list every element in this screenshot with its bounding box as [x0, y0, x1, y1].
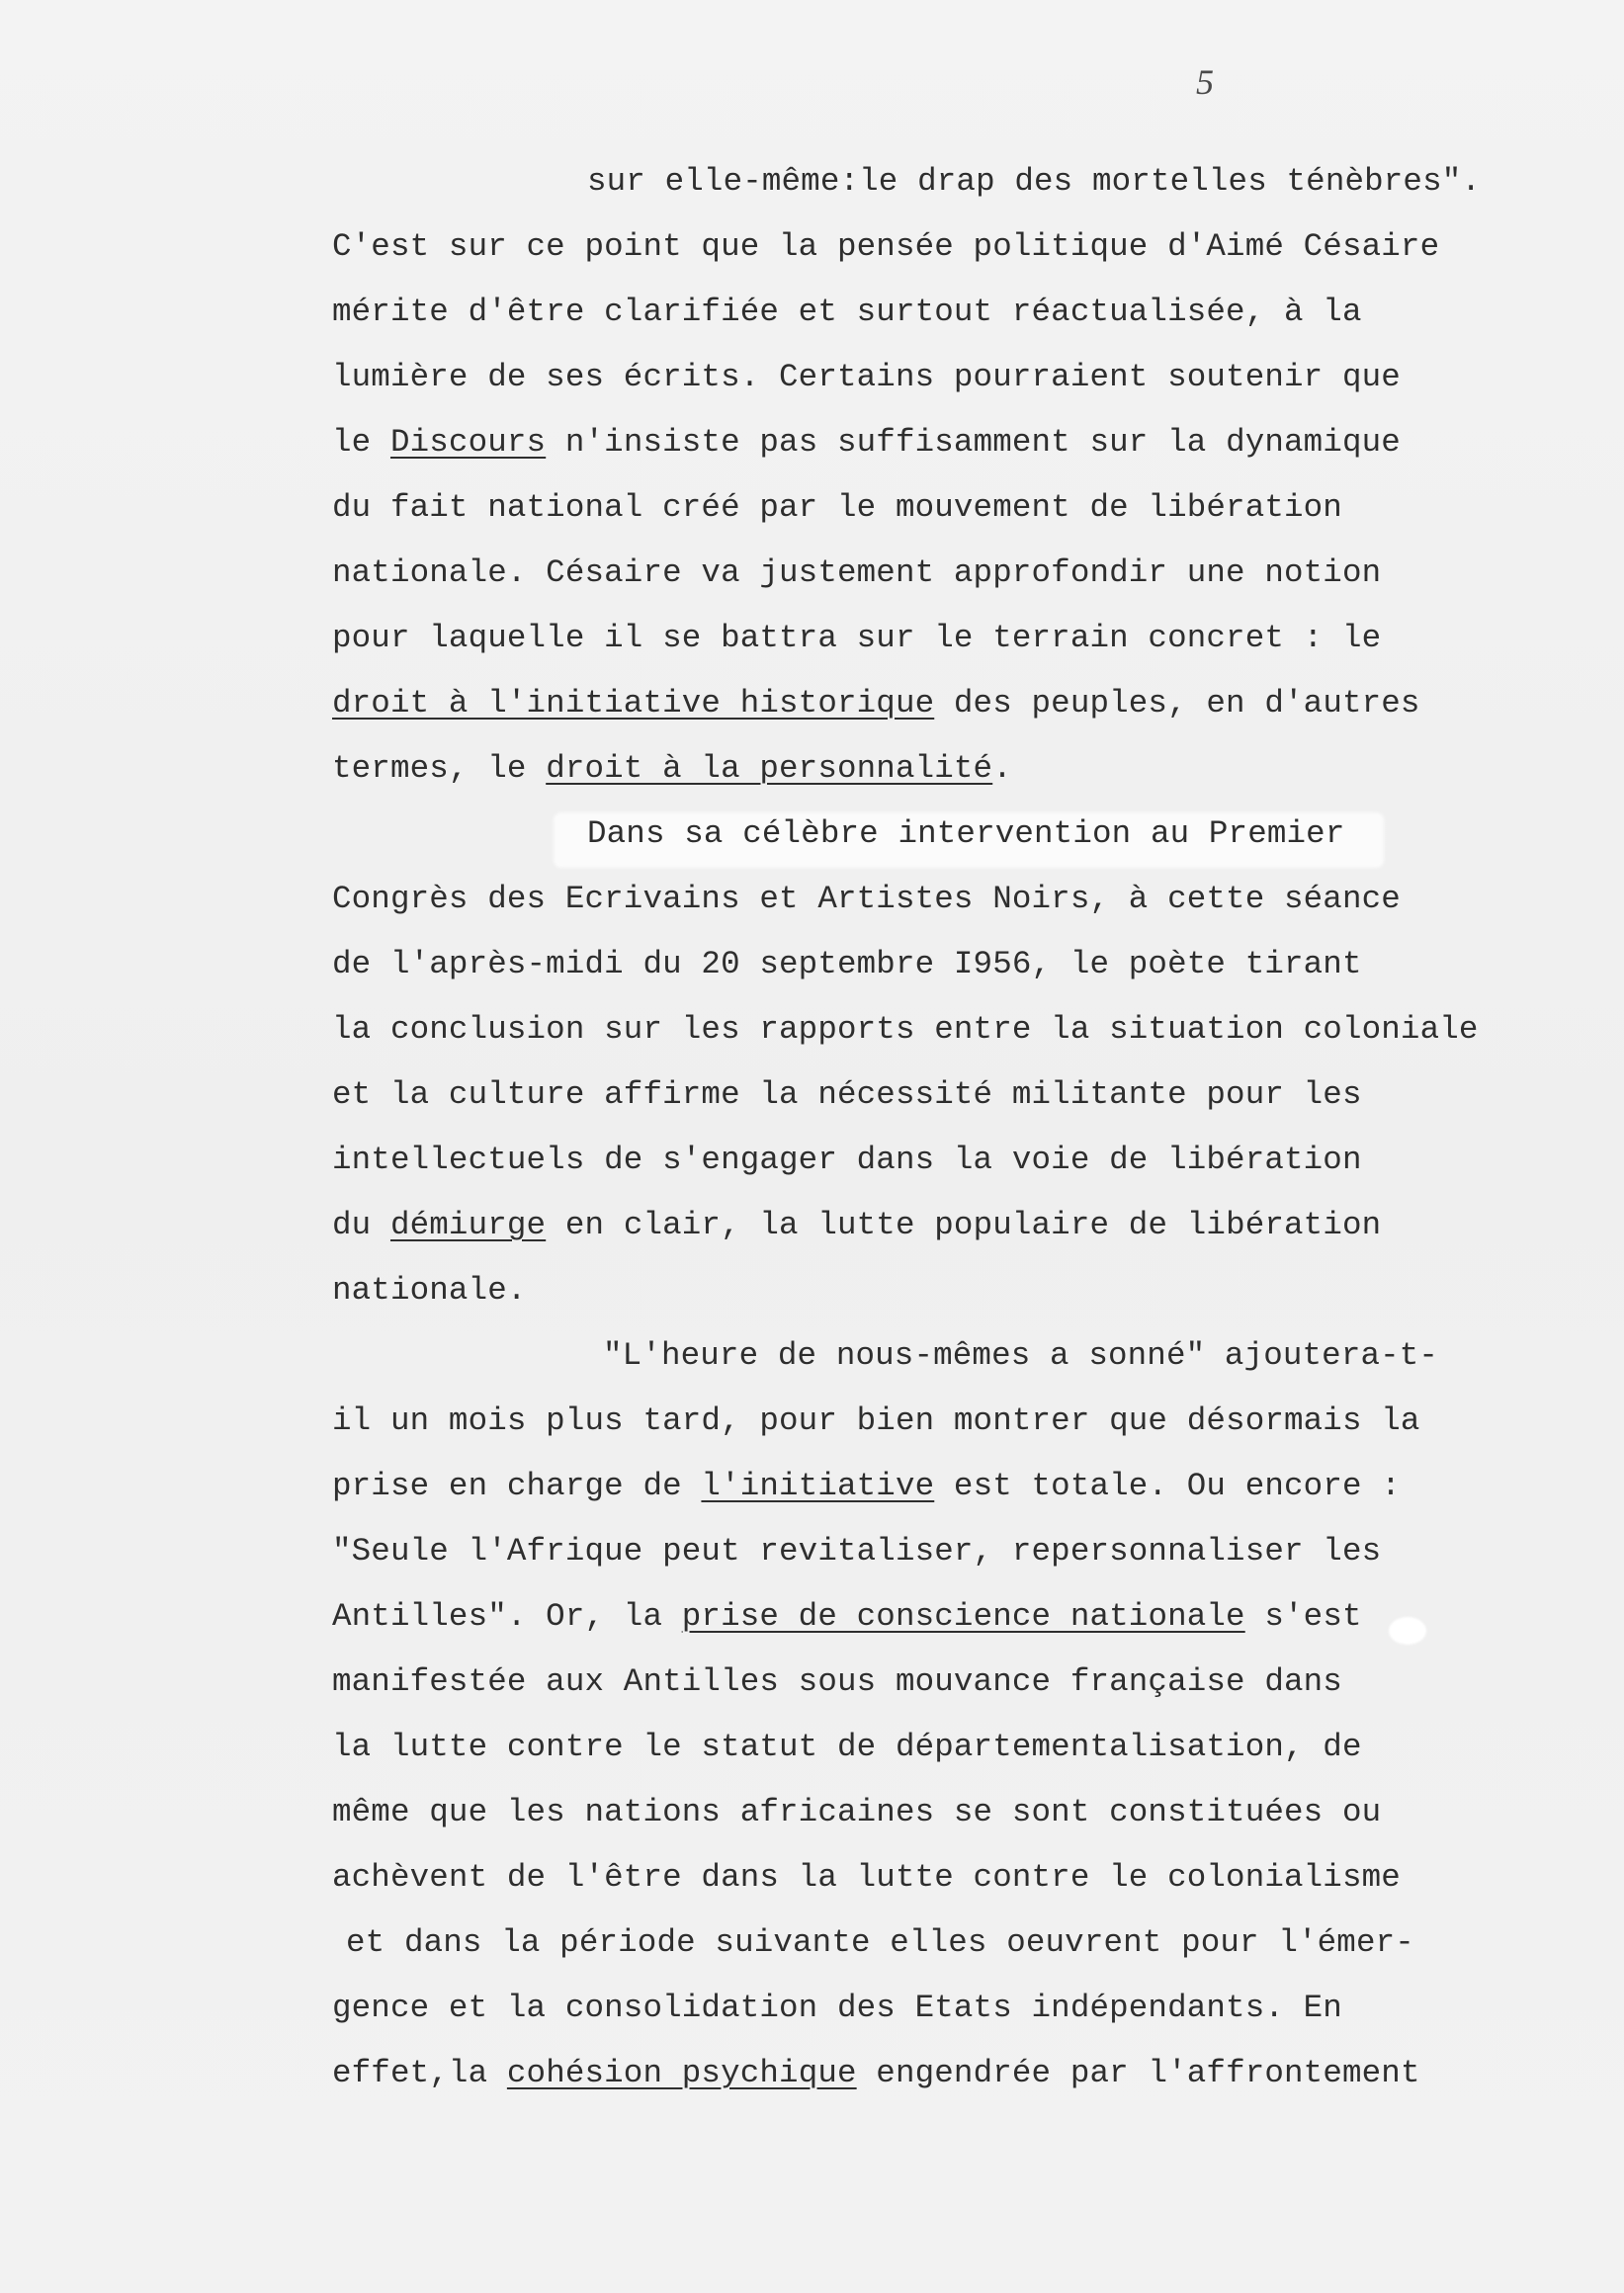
text-line [332, 424, 1401, 461]
text-segment: termes, le [332, 750, 547, 787]
text-line [587, 815, 1345, 852]
text-segment: du [332, 1207, 390, 1243]
correction-fluid-dot [1389, 1617, 1426, 1645]
text-segment: la lutte contre le statut de départementalisation, de [332, 1729, 1362, 1765]
text-line [332, 1859, 1401, 1896]
text-segment: Dans sa célèbre intervention au Premier [587, 815, 1345, 852]
text-segment: des peuples, en d'autres [934, 685, 1420, 722]
text-segment: est totale. Ou encore : [934, 1468, 1401, 1504]
text-line [332, 1533, 1382, 1570]
text-line [332, 750, 1012, 787]
text-segment: sur elle-même:le drap des mortelles ténèbres". [587, 163, 1482, 200]
text-line [603, 1337, 1439, 1374]
text-segment: lumière de ses écrits. Certains pourraient soutenir que [332, 359, 1401, 395]
text-segment: achèvent de l'être dans la lutte contre le colonialisme [332, 1859, 1401, 1896]
text-segment: intellectuels de s'engager dans la voie de libération [332, 1142, 1362, 1178]
underlined-phrase: cohésion psychique [506, 2055, 857, 2091]
text-line [332, 1468, 1401, 1504]
text-line [332, 294, 1362, 330]
underlined-phrase: prise de conscience nationale [681, 1598, 1245, 1635]
text-segment: manifestée aux Antilles sous mouvance française dans [332, 1663, 1342, 1700]
text-segment: le [332, 424, 390, 461]
text-segment: même que les nations africaines se sont constituées ou [332, 1794, 1382, 1830]
text-segment: et la culture affirme la nécessité militante pour les [332, 1076, 1362, 1113]
text-segment: effet,la [332, 2055, 507, 2091]
text-segment: et dans la période suivante elles oeuvrent pour l'émer- [346, 1924, 1414, 1961]
text-line [332, 1663, 1342, 1700]
text-line [332, 1076, 1362, 1113]
underlined-phrase: Discours [389, 424, 547, 461]
text-segment: nationale. [332, 1272, 527, 1309]
text-line [332, 620, 1382, 656]
text-segment: "Seule l'Afrique peut revitaliser, repersonnaliser les [332, 1533, 1382, 1570]
text-line [332, 2055, 1420, 2091]
text-line [332, 1598, 1362, 1635]
text-segment: Antilles". Or, la [332, 1598, 682, 1635]
text-line [587, 163, 1482, 200]
text-line [332, 946, 1362, 982]
text-line [332, 1402, 1420, 1439]
text-line [332, 1011, 1479, 1048]
text-segment: la conclusion sur les rapports entre la situation coloniale [332, 1011, 1479, 1048]
text-segment: il un mois plus tard, pour bien montrer que désormais la [332, 1402, 1420, 1439]
text-segment: de l'après-midi du 20 septembre I956, le poète tirant [332, 946, 1362, 982]
text-segment: . [992, 750, 1012, 787]
text-line [332, 359, 1401, 395]
text-segment: Congrès des Ecrivains et Artistes Noirs, à cette séance [332, 881, 1401, 917]
text-line [332, 881, 1401, 917]
underlined-phrase: droit à la personnalité [546, 750, 993, 787]
text-segment: n'insiste pas suffisamment sur la dynamique [546, 424, 1401, 461]
text-segment: "L'heure de nous-mêmes a sonné" ajoutera-t- [603, 1337, 1439, 1374]
text-line [346, 1924, 1414, 1961]
text-segment: s'est [1244, 1598, 1362, 1635]
page-number: 5 [1196, 62, 1214, 102]
text-segment: prise en charge de [332, 1468, 702, 1504]
text-line [332, 1207, 1382, 1243]
text-segment: nationale. Césaire va justement approfondir une notion [332, 554, 1382, 591]
text-line [332, 1794, 1382, 1830]
text-segment: C'est sur ce point que la pensée politique d'Aimé Césaire [332, 228, 1440, 265]
text-segment: mérite d'être clarifiée et surtout réactualisée, à la [332, 294, 1362, 330]
text-line [332, 685, 1420, 722]
text-segment: gence et la consolidation des Etats indépendants. En [332, 1990, 1342, 2026]
text-line [332, 228, 1440, 265]
text-segment: du fait national créé par le mouvement de libération [332, 489, 1342, 526]
text-segment: engendrée par l'affrontement [856, 2055, 1420, 2091]
underlined-phrase: droit à l'initiative historique [332, 685, 935, 722]
text-segment: en clair, la lutte populaire de libération [546, 1207, 1382, 1243]
text-line [332, 489, 1342, 526]
underlined-phrase: démiurge [389, 1207, 547, 1243]
text-line [332, 1729, 1362, 1765]
text-line [332, 1272, 527, 1309]
text-segment: pour laquelle il se battra sur le terrain concret : le [332, 620, 1382, 656]
text-line [332, 1990, 1342, 2026]
text-line [332, 1142, 1362, 1178]
text-line [332, 554, 1382, 591]
underlined-phrase: l'initiative [701, 1468, 935, 1504]
